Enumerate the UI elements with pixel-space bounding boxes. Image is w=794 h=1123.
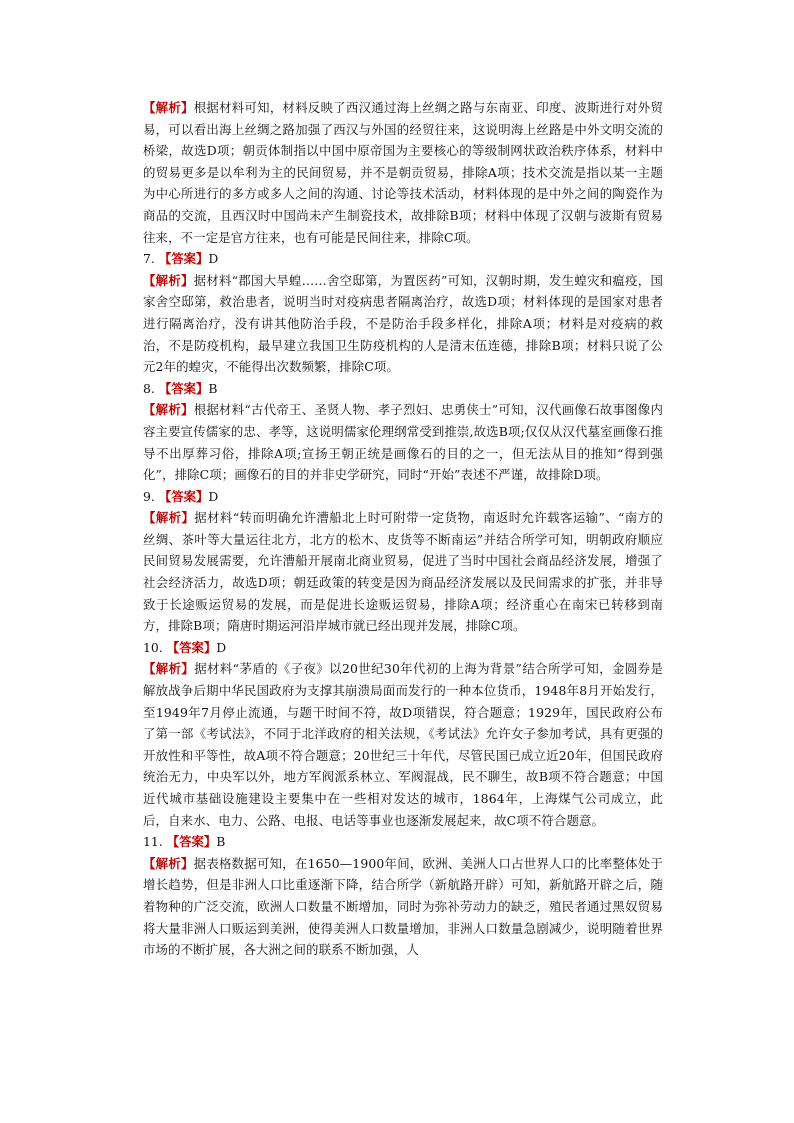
analysis-text: 据材料“郡国大旱蝗……舍空邸第，为置医药”可知，汉朝时期，发生蝗灾和瘟疫，国家舍空邸第，救治患者，说明当时对疫病患者隔离治疗，故选D项；材料体现的是国家对患者进行隔离治疗，没有讲其他防治手段，不是防治手段多样化，排除A项；材料是对疫病的救治，不是防疫机构，最早建立我国卫生防疫机构的人是清末伍连德，排除B项；材料只说了公元2年的蝗灾，不能得出次数频繁，排除C项。 [143,272,663,375]
answer-tag: 【答案】 [166,834,217,850]
analysis-block-11 [143,853,663,961]
answer-line-10 [143,637,663,659]
analysis-block-8 [143,399,663,485]
analysis-block-6 [143,97,663,248]
answer-line-8 [143,378,663,400]
question-number: 11. [143,834,163,850]
answer-value: B [208,380,218,396]
analysis-block-9 [143,507,663,637]
answer-value: B [216,834,226,850]
answer-value: D [208,251,219,267]
answer-tag: 【答案】 [158,251,209,267]
analysis-text: 据材料“茅盾的《子夜》以20世纪30年代初的上海为背景”结合所学可知，金圆券是解放战争后期中华民国政府为支撑其崩溃局面而发行的一种本位货币，1948年8月开始发行，至1949年7月停止流通，与题干时间不符，故D项错误，符合题意；1929年，国民政府公布了第一部《考试法》，不同于北洋政府的相关法规，《考试法》允许女子参加考试，具有更强的开放性和平等性，故A项不符合题意；20世纪三十年代，尽管民国已成立近20年，但国民政府统治无力，中央军以外，地方军阀派系林立、军阀混战，民不聊生，故B项不符合题意；中国近代城市基础设施建设主要集中在一些相对发达的城市，1864年，上海煤气公司成立，此后，自来水、电力、公路、电报、电话等事业也逐渐发展起来，故C项不符合题意。 [143,661,663,828]
answer-line-9 [143,486,663,508]
question-number: 9. [143,488,155,504]
answer-line-7 [143,248,663,270]
answer-tag: 【答案】 [166,639,217,655]
analysis-tag: 【解析】 [143,402,194,418]
analysis-tag: 【解析】 [143,100,194,115]
analysis-tag: 【解析】 [143,272,194,288]
question-number: 7. [143,251,155,267]
answer-line-11 [143,831,663,853]
analysis-text: 据表格数据可知，在1650—1900年间，欧洲、美洲人口占世界人口的比率整体处于增长趋势，但是非洲人口比重逐渐下降，结合所学（新航路开辟）可知，新航路开辟之后，随着物种的广泛交流，欧洲人口数量不断增加，同时为弥补劳动力的缺乏，殖民者通过黑奴贸易将大量非洲人口贩运到美洲，使得美洲人口数量增加，非洲人口数量急剧减少，说明随着世界市场的不断扩展，各大洲之间的联系不断加强，人 [143,855,663,958]
question-number: 10. [143,639,163,655]
analysis-tag: 【解析】 [143,855,194,871]
analysis-text: 根据材料可知，材料反映了西汉通过海上丝绸之路与东南亚、印度、波斯进行对外贸易，可以看出海上丝绸之路加强了西汉与外国的经贸往来，这说明海上丝路是中外文明交流的桥梁，故选D项；朝贡体制指以中国中原帝国为主要核心的等级制网状政治秩序体系，材料中的贸易更多是以牟利为主的民间贸易，并不是朝贡贸易，排除A项；技术交流是指以某一主题为中心所进行的多方或多人之间的沟通、讨论等技术活动，材料体现的是中外之间的陶瓷作为商品的交流，且西汉时中国尚未产生制瓷技术，故排除B项；材料中体现了汉朝与波斯有贸易往来，不一定是官方往来，也有可能是民间往来，排除C项。 [143,100,663,245]
answer-value: D [216,639,227,655]
analysis-block-7 [143,270,663,378]
question-number: 8. [143,380,155,396]
answer-tag: 【答案】 [158,488,209,504]
analysis-tag: 【解析】 [143,510,195,526]
analysis-tag: 【解析】 [143,661,195,677]
answer-value: D [208,488,219,504]
document-page [143,97,663,961]
answer-tag: 【答案】 [158,380,209,396]
analysis-block-10 [143,658,663,831]
analysis-text: 据材料“转而明确允许漕船北上时可附带一定货物，南返时允许载客运输”、“南方的丝绸、茶叶等大量运往北方，北方的松木、皮货等不断南运”并结合所学可知，明朝政府顺应民间贸易发展需要，允许漕船开展南北商业贸易，促进了当时中国社会商品经济发展，增强了社会经济活力，故选D项；朝廷政策的转变是因为商品经济发展以及民间需求的扩张，并非导致于长途贩运贸易的发展，而是促进长途贩运贸易，排除A项；经济重心在南宋已转移到南方，排除B项；隋唐时期运河沿岸城市就已经出现并发展，排除C项。 [143,510,663,634]
analysis-text: 根据材料“古代帝王、圣贤人物、孝子烈妇、忠勇侠士”可知，汉代画像石故事图像内容主要宣传儒家的忠、孝等，这说明儒家伦理纲常受到推崇,故选B项;仅仅从汉代墓室画像石推导不出厚葬习俗，排除A项;宣扬王朝正统是画像石的目的之一，但无法从目的推知“得到强化”，排除C项；画像石的目的并非史学研究，同时“开始”表述不严谨，故排除D项。 [143,402,663,483]
